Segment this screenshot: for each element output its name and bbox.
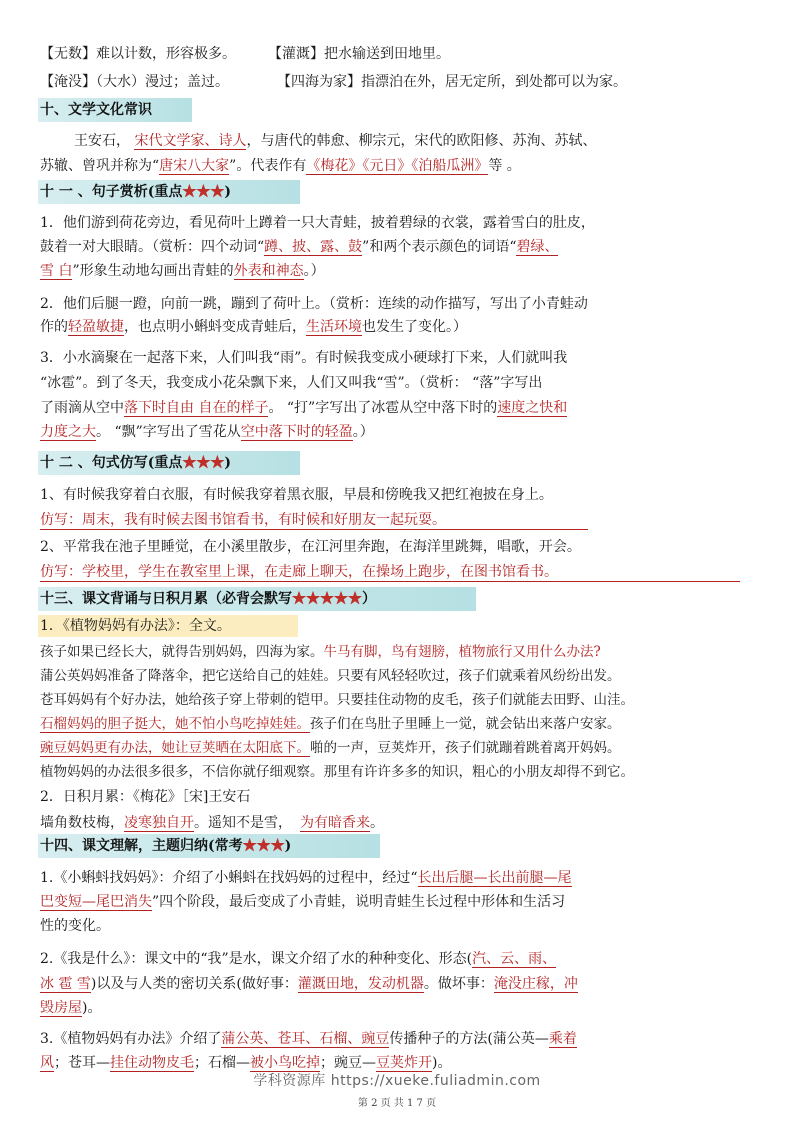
text: 了雨滴从空中 — [40, 400, 124, 416]
watermark-site-url: 学科资源库 https://xueke.fuliadmin.com — [253, 1073, 541, 1089]
text: 墙角数枝梅， — [40, 815, 124, 831]
answer-underlined: 为有暗香来 — [300, 815, 370, 831]
answer-underlined: 凌寒独自开 — [124, 815, 194, 831]
sec11-s3-line-2 — [40, 372, 754, 394]
answer-underlined: 《梅花》《元日》《泊船瓜洲》 — [306, 158, 489, 174]
text: 。） — [303, 263, 325, 279]
poem-line-2 — [40, 665, 754, 687]
answer-underlined: 巴变短—尾巴消失 — [40, 894, 152, 910]
vocab-line-2 — [40, 71, 754, 93]
text: ”和两个表示颜色的词语“ — [362, 239, 517, 255]
sec12-answer-2 — [40, 561, 754, 583]
meihua-poem-line — [40, 812, 754, 834]
text: ，也点明小蝌蚪变成青蛙后， — [124, 319, 306, 335]
sec14-p1-line-3 — [40, 915, 754, 937]
sec14-p2-line-2 — [40, 973, 754, 995]
sec14-p2-line-1 — [40, 948, 754, 970]
text: )。 — [432, 1055, 452, 1071]
answer-underlined: 挂住动物皮毛 — [110, 1055, 194, 1071]
poem-line-5 — [40, 737, 754, 759]
text: 3．小水滴聚在一起落下来，人们叫我“雨”。有时候我变成小硬球打下来，人们就叫我 — [40, 350, 568, 366]
text: 。 “飘”字写出了雪花从 — [96, 424, 241, 440]
answer-underlined: 冰 雹 雪 — [40, 976, 91, 992]
section-heading-10 — [38, 98, 192, 122]
answer-text: 仿写：周末，我有时候去图书馆看书，有时候和好朋友一起玩耍。 — [40, 512, 446, 528]
answer-underlined: 唐宋八大家 — [159, 158, 230, 174]
section-title: 十四、课文理解，主题归纳(常考 — [40, 838, 243, 854]
sec11-s2-line-1 — [40, 293, 754, 315]
text: ；苍耳— — [54, 1055, 110, 1071]
section-heading-11 — [38, 180, 300, 204]
poem-line-1 — [40, 641, 754, 663]
text: 苏辙、曾巩并称为“ — [40, 158, 160, 174]
star-rating-icon: ★★★★★ — [292, 591, 362, 607]
sec12-answer-1 — [40, 509, 754, 531]
text: ，与唐代的韩愈、柳宗元，宋代的欧阳修、苏洵、苏轼、 — [246, 133, 597, 149]
vocab-term: 【灌溉】 — [268, 46, 324, 62]
answer-underlined: 蒲公英、苍耳、石榴、豌豆 — [221, 1031, 390, 1047]
section-heading-12 — [38, 451, 300, 475]
answer-underlined: 轻盈敏捷 — [68, 319, 124, 335]
sec11-s3-line-1 — [40, 347, 754, 369]
answer-underlined: 速度之快和 — [497, 400, 568, 416]
sec14-p1-line-2 — [40, 891, 754, 913]
answer-text: 牛马有脚，鸟有翅膀，植物旅行又用什么办法? — [323, 644, 601, 660]
text: ”四个阶段，最后变成了小青蛙，说明青蛙生长过程中形体和生活习 — [152, 894, 566, 910]
star-rating-icon: ★★★ — [182, 455, 225, 471]
text: 。） — [352, 424, 374, 440]
answer-underlined: 碧绿、 — [516, 239, 559, 255]
vocab-term: 【淹没】 — [40, 74, 96, 90]
answer-underlined: 风 — [40, 1055, 54, 1071]
sec13-sub-heading-2 — [40, 786, 754, 808]
answer-underline — [40, 529, 588, 530]
section-heading-14 — [38, 834, 380, 858]
poem-line-3 — [40, 689, 754, 711]
section-title: 十 一 、句子赏析(重点 — [40, 184, 183, 200]
text: 等 。 — [488, 158, 521, 174]
sec11-s2-line-2 — [40, 316, 754, 338]
answer-underlined: 生活环境 — [306, 319, 362, 335]
star-rating-icon: ★★★ — [242, 838, 285, 854]
section-title: 十 二 、句式仿写(重点 — [40, 455, 183, 471]
sec11-s1-line-1 — [40, 212, 754, 234]
text: )。 — [82, 1000, 102, 1016]
text: 传播种子的方法(蒲公英— — [389, 1031, 549, 1047]
answer-underlined: 力度之大 — [40, 424, 96, 440]
sec11-s1-line-3 — [40, 260, 754, 282]
answer-underline — [40, 581, 740, 582]
text: 孩子们在鸟肚子里睡上一觉，就会钻出来落户安家。 — [310, 716, 621, 732]
text: 2、平常我在池子里睡觉，在小溪里散步，在江河里奔跑，在海洋里跳舞，唱歌，开会。 — [40, 539, 581, 555]
sec11-s3-line-3 — [40, 397, 754, 419]
section-title: 十、文学文化常识 — [40, 102, 152, 118]
answer-underlined: 豌豆妈妈更有办法，她让豆荚晒在太阳底下。 — [40, 740, 310, 756]
vocab-definition: 指漂泊在外，居无定所，到处都可以为家。 — [361, 74, 627, 90]
answer-underlined: 落下时自由 自在的样子 — [124, 400, 269, 416]
sec12-question-2 — [40, 536, 754, 558]
answer-underlined: 乘着 — [548, 1031, 577, 1047]
sec10-paragraph-line-2 — [40, 155, 754, 177]
answer-underlined: 豆荚炸开 — [376, 1055, 432, 1071]
vocab-line-1 — [40, 43, 754, 65]
text: 1.《小蝌蚪找妈妈》：介绍了小蝌蚪在找妈妈的过程中，经过“ — [40, 870, 418, 886]
text: )以及与人类的密切关系(做好事： — [90, 976, 298, 992]
text: 。做坏事： — [423, 976, 494, 992]
text: 2．他们后腿一蹬，向前一跳，蹦到了荷叶上。（赏析：连续的动作描写，写出了小青蛙动 — [40, 296, 588, 312]
answer-underlined: 灌溉田地，发动机器 — [297, 976, 424, 992]
sec11-s3-line-4 — [40, 421, 754, 443]
answer-underlined: 被小鸟吃掉 — [250, 1055, 320, 1071]
sub-heading-highlight — [38, 615, 298, 637]
text: 性的变化。 — [40, 918, 110, 934]
text: ”。代表作有 — [229, 158, 307, 174]
text: ) — [284, 838, 292, 854]
answer-underlined: 长出后腿—长出前腿—尾 — [417, 870, 572, 886]
sec14-p3-line-1 — [40, 1028, 754, 1050]
sub-heading: 1．《植物妈妈有办法》：全文。 — [40, 618, 231, 634]
text: ） — [362, 591, 376, 607]
text: 1、有时候我穿着白衣服，有时候我穿着黑衣服，早晨和傍晚我又把红袍披在身上。 — [40, 487, 553, 503]
text: 3.《植物妈妈有办法》介绍了 — [40, 1031, 222, 1047]
answer-underlined: 蹲、披、露、鼓 — [264, 239, 363, 255]
text: 。 “打”字写出了冰雹从空中落下时的 — [268, 400, 498, 416]
vocab-definition: 难以计数，形容极多。 — [96, 46, 236, 62]
answer-underlined: 雪 白 — [40, 263, 73, 279]
answer-underlined: 毁房屋 — [40, 1000, 82, 1016]
answer-underlined: 宋代文学家、诗人 — [134, 133, 247, 149]
text: 王安石， — [74, 133, 130, 149]
answer-underlined: 汽、云、雨、 — [472, 951, 557, 967]
text: 1．他们游到荷花旁边，看见荷叶上蹲着一只大青蛙，披着碧绿的衣裳，露着雪白的肚皮， — [40, 215, 595, 231]
vocab-term: 【四海为家】 — [277, 74, 361, 90]
text: 。 — [370, 815, 384, 831]
text: ；石榴— — [194, 1055, 250, 1071]
sec14-p1-line-1 — [40, 867, 754, 889]
text: ) — [224, 455, 231, 471]
sec12-question-1 — [40, 484, 754, 506]
text: ) — [224, 184, 231, 200]
text: 蒲公英妈妈准备了降落伞，把它送给自己的娃娃。只要有风轻轻吹过，孩子们就乘着风纷纷出发。 — [40, 668, 621, 684]
poem-line-4 — [40, 713, 754, 735]
text: 啪的一声，豆荚炸开，孩子们就蹦着跳着离开妈妈。 — [310, 740, 621, 756]
text: 作的 — [40, 319, 68, 335]
star-rating-icon: ★★★ — [182, 184, 225, 200]
poem-line-6 — [40, 761, 754, 783]
sub-heading: 2．日积月累：《梅花》［宋]王安石 — [40, 789, 251, 805]
text: 2.《我是什么》：课文中的“我”是水，课文介绍了水的种种变化、形态( — [40, 951, 473, 967]
text: 鼓着一对大眼睛。（赏析：四个动词“ — [40, 239, 265, 255]
sec11-s1-line-2 — [40, 236, 754, 258]
vocab-definition: （大水）漫过；盖过。 — [96, 74, 229, 90]
text: ”形象生动地勾画出青蛙的 — [72, 263, 234, 279]
text: 孩子如果已经长大，就得告别妈妈，四海为家。 — [40, 644, 324, 660]
answer-text: 仿写：学校里，学生在教室里上课，在走廊上聊天，在操场上跑步，在图书馆看书。 — [40, 564, 558, 580]
answer-underlined: 外表和神态 — [233, 263, 304, 279]
answer-underlined: 淹没庄稼，冲 — [493, 976, 578, 992]
text: ；豌豆— — [320, 1055, 376, 1071]
answer-underlined: 石榴妈妈的胆子挺大，她不怕小鸟吃掉娃娃。 — [40, 716, 310, 732]
text: 苍耳妈妈有个好办法，她给孩子穿上带刺的铠甲。只要挂住动物的皮毛，孩子们就能去田野、山洼。 — [40, 692, 634, 708]
section-title: 十三、课文背诵与日积月累（必背会默写 — [40, 591, 292, 607]
text: 植物妈妈的办法很多很多，不信你就仔细观察。那里有许许多多的知识，粗心的小朋友却得不到它。 — [40, 764, 634, 780]
text: “冰雹”。到了冬天，我变成小花朵飘下来，人们又叫我“雪”。（赏析： “落”字写出 — [40, 375, 543, 391]
page-number: 第 2 页 共 1 7 页 — [357, 1098, 437, 1109]
text: 。遥知不是雪， — [194, 815, 292, 831]
sec10-paragraph-line-1 — [74, 130, 754, 152]
vocab-term: 【无数】 — [40, 46, 96, 62]
text: 也发生了变化。） — [362, 319, 467, 335]
answer-underlined: 空中落下时的轻盈 — [240, 424, 353, 440]
sec14-p2-line-3 — [40, 997, 754, 1019]
vocab-definition: 把水输送到田地里。 — [324, 46, 450, 62]
section-heading-13 — [38, 587, 476, 611]
